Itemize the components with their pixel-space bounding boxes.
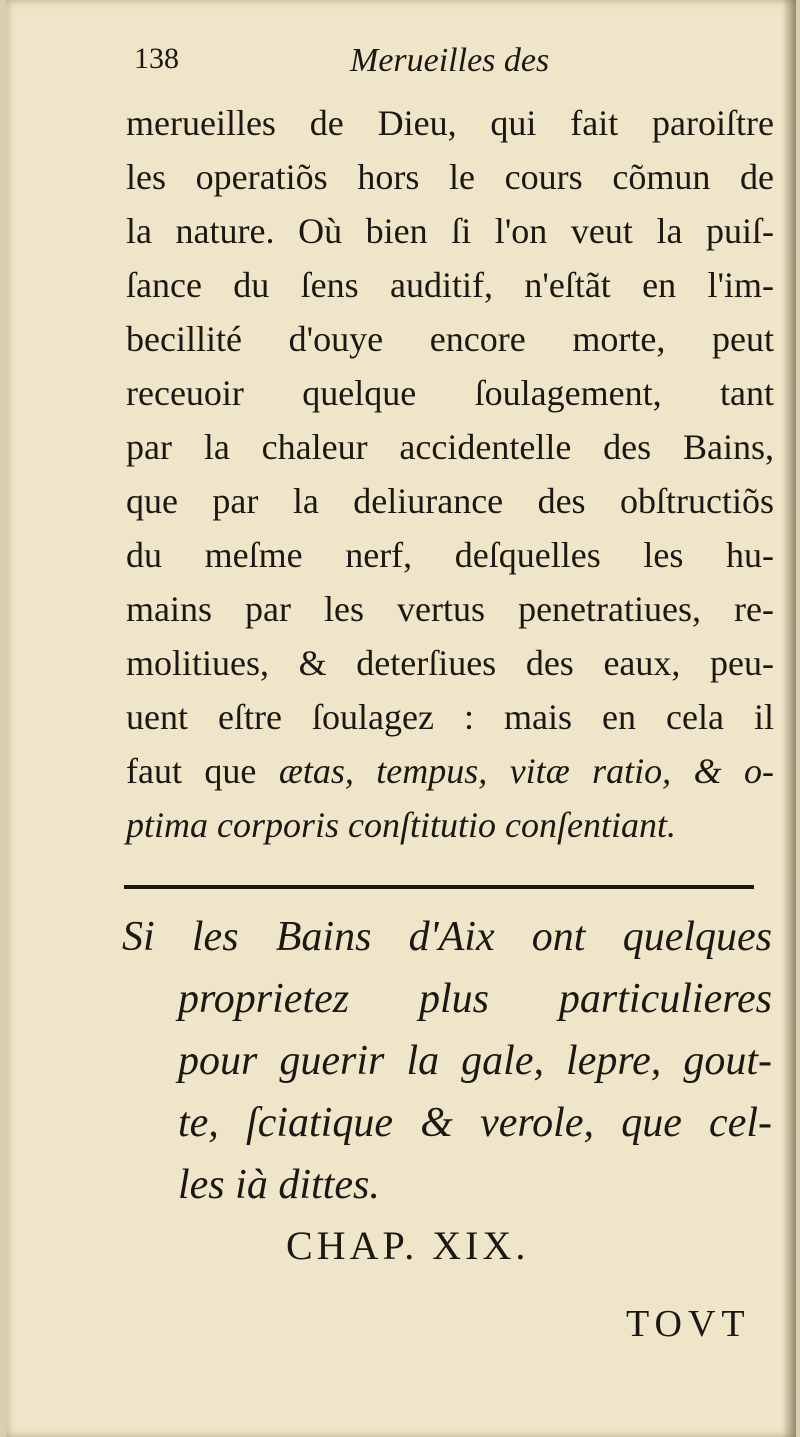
heading-line: proprietez plus particulieres bbox=[178, 976, 772, 1022]
text-line: que par la deliurance des obſtructiõs bbox=[126, 481, 774, 521]
text-line: uent eſtre ſoulagez : mais en cela il bbox=[126, 697, 774, 737]
text-line: par la chaleur accidentelle des Bains, bbox=[126, 427, 774, 467]
latin-italic-text: ætas, tempus, vitæ ratio, & o- bbox=[278, 751, 775, 791]
text-line: la nature. Où bien ſi l'on veut la puiſ- bbox=[126, 211, 774, 251]
latin-italic-line: ptima corporis conſtitutio conſentiant. bbox=[126, 805, 676, 845]
text-line: merueilles de Dieu, qui fait paroiſtre bbox=[126, 103, 774, 143]
text-line: les operatiõs hors le cours cõmun de bbox=[126, 157, 774, 197]
section-divider bbox=[124, 885, 754, 889]
text-line-mixed bbox=[126, 744, 774, 798]
page-number: 138 bbox=[134, 42, 179, 75]
text-roman: faut que bbox=[126, 751, 257, 791]
body-paragraph bbox=[126, 96, 774, 852]
text-line: receuoir quelque ſoulagement, tant bbox=[126, 373, 774, 413]
heading-line: Si les Bains d'Aix ont quelques bbox=[122, 914, 772, 960]
heading-line: pour guerir la gale, lepre, gout- bbox=[178, 1038, 772, 1084]
text-line: molitiues, & deterſiues des eaux, peu- bbox=[126, 643, 774, 683]
heading-line: les ià dittes. bbox=[178, 1162, 380, 1208]
section-heading bbox=[122, 906, 772, 1216]
text-line: ſance du ſens auditif, n'eſtãt en l'im- bbox=[126, 265, 774, 305]
chapter-title: CHAP. XIX. bbox=[286, 1223, 530, 1268]
book-page bbox=[6, 0, 796, 1437]
running-title: Merueilles des bbox=[350, 42, 550, 79]
text-line: mains par les vertus penetratiues, re- bbox=[126, 589, 774, 629]
text-line: becillité d'ouye encore morte, peut bbox=[126, 319, 774, 359]
catchword: TOVT bbox=[626, 1303, 751, 1345]
text-line: du meſme nerf, deſquelles les hu- bbox=[126, 535, 774, 575]
running-head bbox=[134, 42, 694, 92]
heading-line: te, ſciatique & verole, que cel- bbox=[178, 1100, 772, 1146]
